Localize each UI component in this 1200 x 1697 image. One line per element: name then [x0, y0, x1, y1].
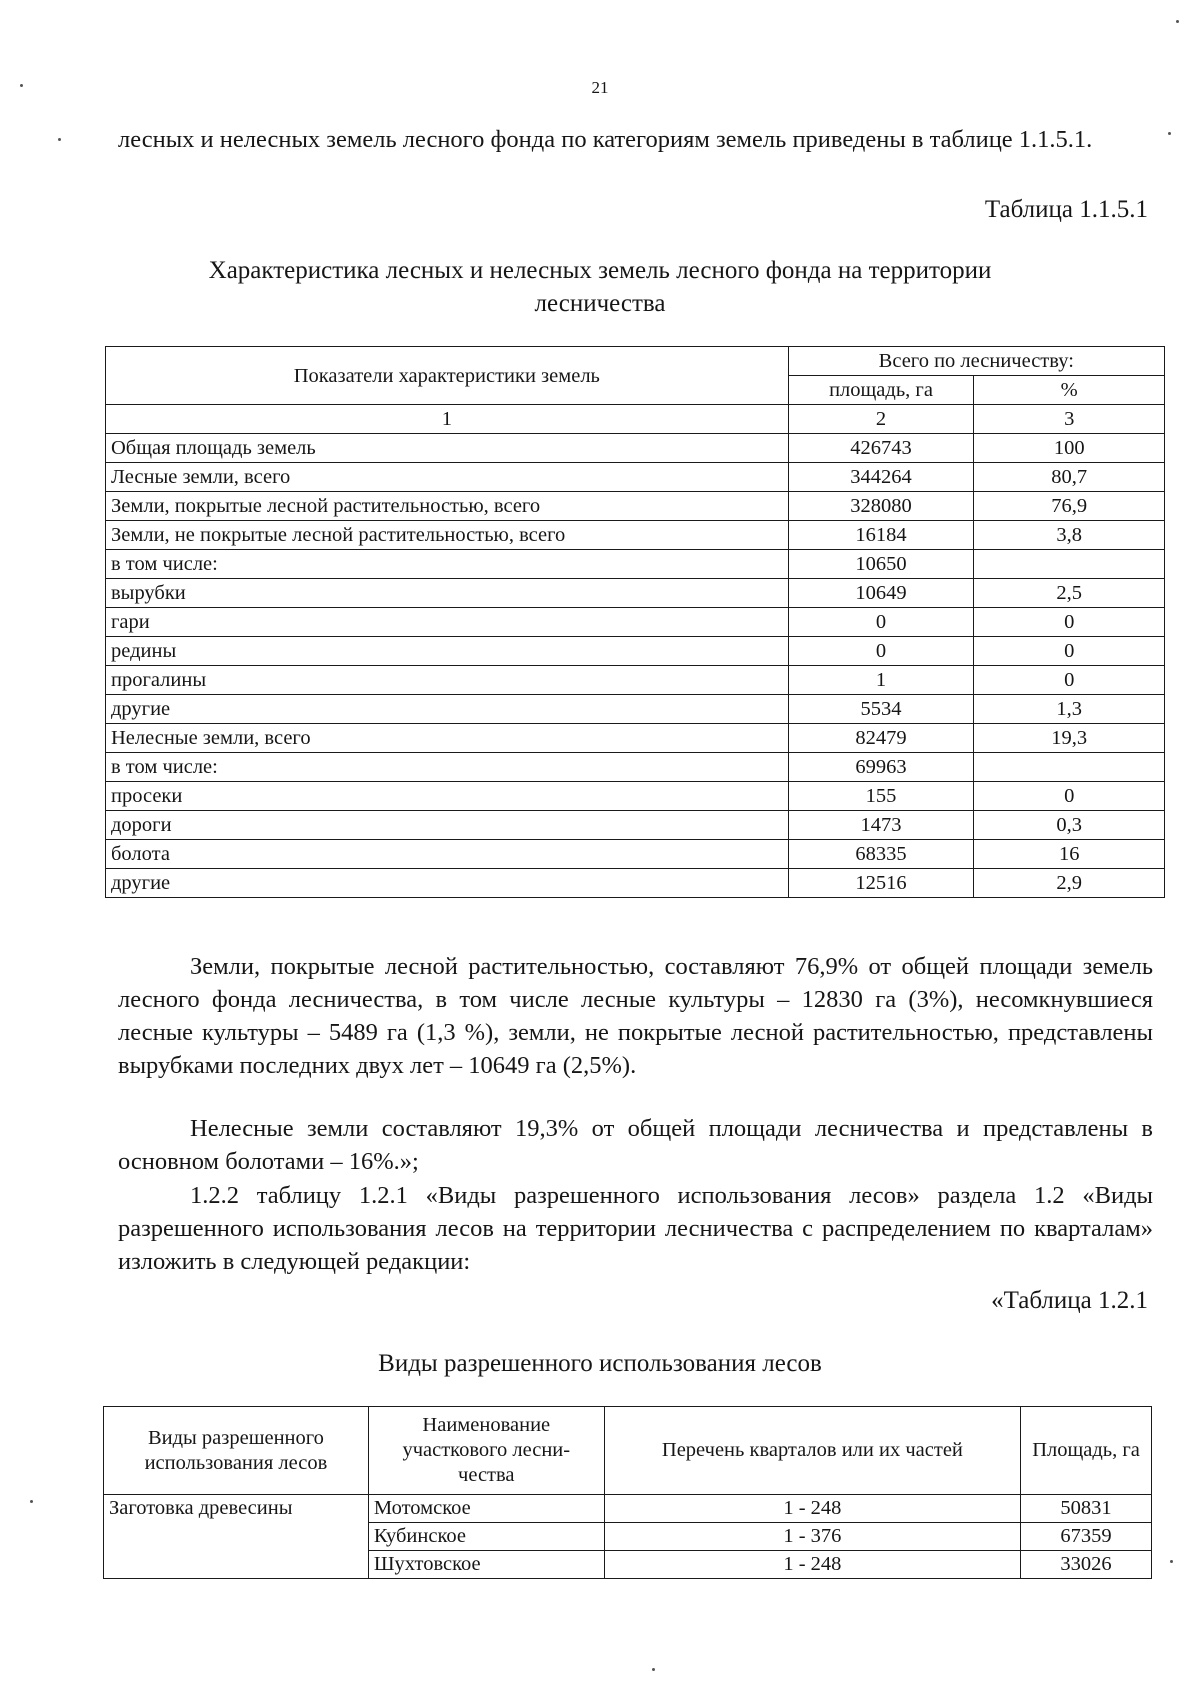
scan-speck: [1176, 20, 1179, 23]
forest-use-table: [103, 1406, 1152, 1579]
row-percent-cell: 16: [974, 840, 1165, 869]
table-row: [106, 637, 1165, 666]
row-area-cell: 1: [788, 666, 974, 695]
table1-title-line1: Характеристика лесных и нелесных земель лесного фонда на территории: [208, 257, 992, 284]
row-area-cell: 426743: [788, 434, 974, 463]
table-row: [106, 840, 1165, 869]
row-name-cell: другие: [106, 695, 789, 724]
col-number-1: 1: [106, 405, 789, 434]
table-row: [106, 695, 1165, 724]
forestry-cell: Кубинское: [368, 1523, 604, 1551]
intro-paragraph: лесных и нелесных земель лесного фонда по категориям земель приведены в таблице 1.1.5.1.: [118, 126, 1093, 153]
row-percent-cell: 0: [974, 637, 1165, 666]
header-indicator: Показатели характеристики земель: [106, 347, 789, 405]
quarters-cell: 1 - 376: [604, 1523, 1020, 1551]
row-area-cell: 1473: [788, 811, 974, 840]
table2-label: «Таблица 1.2.1: [991, 1287, 1148, 1314]
row-percent-cell: 19,3: [974, 724, 1165, 753]
quarters-cell: 1 - 248: [604, 1551, 1020, 1579]
scan-speck: [20, 84, 23, 87]
header-forestry: Наименование участкового лесни-чества: [368, 1407, 604, 1495]
table1-label: Таблица 1.1.5.1: [984, 196, 1148, 223]
row-name-cell: вырубки: [106, 579, 789, 608]
scan-speck: [30, 1500, 33, 1503]
table-row: [106, 434, 1165, 463]
col-number-2: 2: [788, 405, 974, 434]
table-row: [106, 724, 1165, 753]
area-cell: 67359: [1021, 1523, 1152, 1551]
row-area-cell: 12516: [788, 869, 974, 898]
row-name-cell: редины: [106, 637, 789, 666]
area-cell: 50831: [1021, 1495, 1152, 1523]
row-percent-cell: 0: [974, 666, 1165, 695]
scan-speck: [58, 138, 61, 141]
row-percent-cell: 3,8: [974, 521, 1165, 550]
row-area-cell: 16184: [788, 521, 974, 550]
row-percent-cell: 80,7: [974, 463, 1165, 492]
row-area-cell: 155: [788, 782, 974, 811]
table-row: [106, 579, 1165, 608]
row-percent-cell: 0: [974, 608, 1165, 637]
row-name-cell: Земли, не покрытые лесной растительностью, всего: [106, 521, 789, 550]
use-type-cell: Заготовка древесины: [104, 1495, 369, 1579]
row-name-cell: Земли, покрытые лесной растительностью, всего: [106, 492, 789, 521]
table-row: [106, 608, 1165, 637]
row-area-cell: 0: [788, 608, 974, 637]
header-area: площадь, га: [788, 376, 974, 405]
row-percent-cell: 1,3: [974, 695, 1165, 724]
row-percent-cell: 76,9: [974, 492, 1165, 521]
table-row: [106, 666, 1165, 695]
row-area-cell: 0: [788, 637, 974, 666]
paragraph-amendment: 1.2.2 таблицу 1.2.1 «Виды разрешенного использования лесов» раздела 1.2 «Виды разрешенного использования лесов на территории лесничества с распределением по кварталам» изложить в следующей редакции:: [118, 1182, 1153, 1275]
header-use-type: Виды разрешенного использования лесов: [104, 1407, 369, 1495]
forestry-cell: Мотомское: [368, 1495, 604, 1523]
row-area-cell: 328080: [788, 492, 974, 521]
paragraph-nonforest: Нелесные земли составляют 19,3% от общей площади лесничества и представлены в основном болотами – 16%.»;: [118, 1115, 1153, 1175]
row-percent-cell: [974, 753, 1165, 782]
forestry-cell: Шухтовское: [368, 1551, 604, 1579]
row-name-cell: гари: [106, 608, 789, 637]
row-name-cell: в том числе:: [106, 550, 789, 579]
row-name-cell: Общая площадь земель: [106, 434, 789, 463]
header-percent: %: [974, 376, 1165, 405]
quarters-cell: 1 - 248: [604, 1495, 1020, 1523]
table2-title: Виды разрешенного использования лесов: [378, 1350, 822, 1377]
row-area-cell: 68335: [788, 840, 974, 869]
table-row: [106, 492, 1165, 521]
row-percent-cell: 0: [974, 782, 1165, 811]
row-name-cell: в том числе:: [106, 753, 789, 782]
land-characteristics-table: [105, 346, 1165, 898]
scan-speck: [652, 1668, 655, 1671]
table-row: [106, 753, 1165, 782]
row-area-cell: 10650: [788, 550, 974, 579]
row-area-cell: 5534: [788, 695, 974, 724]
row-percent-cell: 100: [974, 434, 1165, 463]
page-number: 21: [591, 78, 609, 97]
table-row: [106, 521, 1165, 550]
row-name-cell: другие: [106, 869, 789, 898]
row-name-cell: Лесные земли, всего: [106, 463, 789, 492]
row-percent-cell: 2,9: [974, 869, 1165, 898]
row-percent-cell: 0,3: [974, 811, 1165, 840]
row-name-cell: просеки: [106, 782, 789, 811]
row-name-cell: дороги: [106, 811, 789, 840]
col-number-3: 3: [974, 405, 1165, 434]
header-total: Всего по лесничеству:: [788, 347, 1164, 376]
table-row: [106, 550, 1165, 579]
row-name-cell: Нелесные земли, всего: [106, 724, 789, 753]
area-cell: 33026: [1021, 1551, 1152, 1579]
table-row: [106, 811, 1165, 840]
row-name-cell: болота: [106, 840, 789, 869]
row-percent-cell: 2,5: [974, 579, 1165, 608]
row-area-cell: 69963: [788, 753, 974, 782]
scan-speck: [1170, 1560, 1173, 1563]
table-row: [106, 782, 1165, 811]
row-area-cell: 82479: [788, 724, 974, 753]
table-row: [106, 869, 1165, 898]
row-area-cell: 10649: [788, 579, 974, 608]
scan-speck: [1168, 132, 1171, 135]
header-quarters: Перечень кварталов или их частей: [604, 1407, 1020, 1495]
row-area-cell: 344264: [788, 463, 974, 492]
table-row: [106, 463, 1165, 492]
row-name-cell: прогалины: [106, 666, 789, 695]
row-percent-cell: [974, 550, 1165, 579]
header-area: Площадь, га: [1021, 1407, 1152, 1495]
paragraph-forest-cover: Земли, покрытые лесной растительностью, составляют 76,9% от общей площади земель лесного фонда лесничества, в том числе лесные культуры – 12830 га (3%), несомкнувшиеся лесные культуры – 5489 га (1,3 %), земли, не покрытые лесной растительностью, представлены вырубками последних двух лет – 10649 га (2,5%).: [118, 953, 1153, 1079]
table1-title-line2: лесничества: [534, 290, 666, 317]
